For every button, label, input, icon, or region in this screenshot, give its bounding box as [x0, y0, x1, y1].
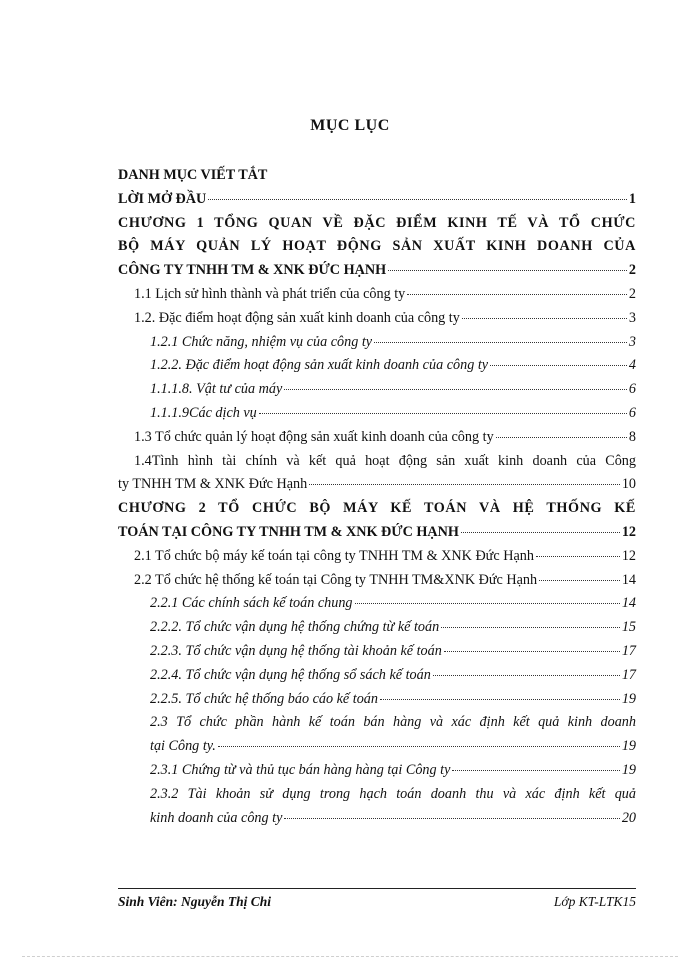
toc-entry-line — [118, 473, 636, 497]
toc-entry-line — [134, 569, 636, 593]
toc-dot-leader — [433, 675, 620, 676]
toc-entry-text: 2.2.4. Tổ chức vận dụng hệ thống sổ sách kế toán — [150, 666, 431, 683]
toc-entry-line — [150, 664, 636, 688]
toc-entry-line: 2.3 Tổ chức phần hành kế toán bán hàng và xác định kết quả kinh doanh — [150, 714, 636, 731]
toc-entry-text: 1.2.2. Đặc điểm hoạt động sản xuất kinh doanh của công ty — [150, 357, 489, 374]
toc-page-number: 17 — [621, 666, 636, 683]
toc-entry-text: 1.2.1 Chức năng, nhiệm vụ của công ty — [150, 333, 373, 350]
toc-entry-line — [150, 616, 636, 640]
page-bottom-divider — [22, 956, 678, 957]
toc-page-number: 3 — [628, 309, 636, 326]
toc-page-number: 12 — [621, 547, 636, 564]
toc-entry[interactable] — [118, 283, 636, 307]
toc-entry[interactable] — [118, 616, 636, 640]
toc-entry-text: TOÁN TẠI CÔNG TY TNHH TM & XNK ĐỨC HẠNH — [118, 523, 459, 540]
toc-entry[interactable] — [118, 592, 636, 616]
toc-entry-line — [150, 688, 636, 712]
toc-entry[interactable] — [118, 545, 636, 569]
toc-entry-line: CHƯƠNG 1 TỔNG QUAN VỀ ĐẶC ĐIỂM KINH TẾ VÀ TỔ CHỨC — [118, 214, 636, 231]
toc-dot-leader — [208, 199, 627, 200]
toc-entry-line: CHƯƠNG 2 TỔ CHỨC BỘ MÁY KẾ TOÁN VÀ HỆ THỐNG KẾ — [118, 500, 636, 517]
toc-entry[interactable] — [118, 331, 636, 355]
toc-entry-line — [118, 521, 636, 545]
toc-entry-text: 1.1.1.9Các dịch vụ — [150, 404, 257, 421]
toc-page-number: 1 — [628, 190, 636, 207]
toc-entry-line — [150, 402, 636, 426]
footer-student-name: Sinh Viên: Nguyễn Thị Chi — [118, 894, 272, 909]
toc-entry-text: kinh doanh của công ty — [150, 809, 283, 826]
toc-entry-text: 2.3.1 Chứng từ và thủ tục bán hàng hàng tại Công ty — [150, 761, 451, 778]
toc-entry-line — [118, 164, 636, 188]
toc-page-number: 6 — [628, 381, 636, 398]
toc-entry-text: LỜI MỞ ĐẦU — [118, 190, 207, 207]
toc-dot-leader — [462, 318, 627, 319]
toc-entry-line: BỘ MÁY QUẢN LÝ HOẠT ĐỘNG SẢN XUẤT KINH DOANH CỦA — [118, 238, 636, 255]
toc-entry[interactable] — [118, 450, 636, 498]
toc-entry-line — [134, 545, 636, 569]
toc-page-number: 15 — [621, 619, 636, 636]
toc-entry[interactable] — [118, 188, 636, 212]
toc-entry[interactable] — [118, 711, 636, 759]
page-footer — [118, 888, 636, 910]
toc-page-number: 8 — [628, 428, 636, 445]
toc-entry-text: CÔNG TY TNHH TM & XNK ĐỨC HẠNH — [118, 262, 387, 279]
toc-dot-leader — [490, 365, 627, 366]
toc-page-number: 14 — [621, 595, 636, 612]
toc-entry[interactable] — [118, 164, 636, 188]
toc-dot-leader — [309, 484, 620, 485]
toc-entry-text: 2.2.3. Tổ chức vận dụng hệ thống tài khoản kế toán — [150, 642, 442, 659]
toc-entry-line — [150, 640, 636, 664]
toc-page-number: 17 — [621, 642, 636, 659]
toc-entry[interactable] — [118, 688, 636, 712]
toc-page-number: 19 — [621, 690, 636, 707]
toc-dot-leader — [284, 389, 627, 390]
toc-dot-leader — [461, 532, 620, 533]
toc-dot-leader — [388, 270, 627, 271]
toc-entry-line — [118, 188, 636, 212]
toc-entry-text: 2.2 Tổ chức hệ thống kế toán tại Công ty TNHH TM&XNK Đức Hạnh — [134, 571, 538, 588]
toc-dot-leader — [380, 699, 620, 700]
toc-entry-text: 2.2.2. Tổ chức vận dụng hệ thống chứng từ kế toán — [150, 619, 440, 636]
table-of-contents — [118, 164, 636, 830]
toc-dot-leader — [441, 627, 620, 628]
toc-dot-leader — [539, 580, 620, 581]
toc-entry-text: 2.1 Tổ chức bộ máy kế toán tại công ty TNHH TM & XNK Đức Hạnh — [134, 547, 534, 564]
toc-dot-leader — [284, 818, 619, 819]
toc-entry[interactable] — [118, 212, 636, 283]
toc-entry-line — [150, 354, 636, 378]
toc-entry[interactable] — [118, 783, 636, 831]
toc-entry-text: tại Công ty. — [150, 738, 216, 755]
toc-entry-text: 1.1.1.8. Vật tư của máy — [150, 381, 283, 398]
toc-entry[interactable] — [118, 640, 636, 664]
toc-entry-line — [150, 735, 636, 759]
toc-entry-text: 1.3 Tổ chức quản lý hoạt động sản xuất kinh doanh của công ty — [134, 428, 494, 445]
page-title: MỤC LỤC — [310, 117, 390, 134]
toc-entry-text: 2.2.5. Tổ chức hệ thống báo cáo kế toán — [150, 690, 378, 707]
toc-page-number: 3 — [628, 333, 636, 350]
toc-entry[interactable] — [118, 354, 636, 378]
toc-page-number: 10 — [621, 476, 636, 493]
toc-entry-line — [150, 759, 636, 783]
toc-page-number: 14 — [621, 571, 636, 588]
footer-class: Lớp KT-LTK15 — [553, 894, 636, 909]
toc-entry-line — [134, 426, 636, 450]
toc-entry-line: 2.3.2 Tài khoản sử dụng trong hạch toán doanh thu và xác định kết quả — [150, 785, 636, 802]
toc-entry-line: 1.4Tình hình tài chính và kết quả hoạt động sản xuất kinh doanh của Công — [134, 452, 636, 469]
toc-entry-line — [150, 592, 636, 616]
toc-entry[interactable] — [118, 378, 636, 402]
toc-page-number: 19 — [621, 738, 636, 755]
toc-dot-leader — [452, 770, 619, 771]
toc-entry-line — [134, 283, 636, 307]
toc-entry[interactable] — [118, 307, 636, 331]
toc-entry[interactable] — [118, 497, 636, 545]
toc-dot-leader — [536, 556, 620, 557]
toc-page-number: 6 — [628, 404, 636, 421]
toc-entry-text: ty TNHH TM & XNK Đức Hạnh — [118, 476, 308, 493]
toc-dot-leader — [355, 603, 620, 604]
toc-entry-line — [150, 331, 636, 355]
toc-dot-leader — [374, 342, 627, 343]
toc-entry-line — [150, 807, 636, 831]
toc-page-number: 2 — [628, 285, 636, 302]
toc-entry-text: 1.1 Lịch sử hình thành và phát triển của công ty — [134, 285, 406, 302]
toc-entry[interactable] — [118, 402, 636, 426]
toc-dot-leader — [496, 437, 627, 438]
toc-entry-line — [134, 307, 636, 331]
toc-page-number: 20 — [621, 809, 636, 826]
toc-page-number: 19 — [621, 761, 636, 778]
toc-entry[interactable] — [118, 664, 636, 688]
toc-entry[interactable] — [118, 759, 636, 783]
toc-page-number: 4 — [628, 357, 636, 374]
toc-dot-leader — [407, 294, 627, 295]
toc-page-number: 2 — [628, 262, 636, 279]
toc-page-number: 12 — [621, 523, 636, 540]
toc-dot-leader — [444, 651, 620, 652]
toc-entry-text: 1.2. Đặc điểm hoạt động sản xuất kinh doanh của công ty — [134, 309, 460, 326]
toc-entry[interactable] — [118, 426, 636, 450]
toc-entry[interactable] — [118, 569, 636, 593]
toc-entry-text: DANH MỤC VIẾT TẮT — [118, 167, 268, 183]
toc-entry-line — [118, 259, 636, 283]
toc-entry-line — [150, 378, 636, 402]
toc-entry-text: 2.2.1 Các chính sách kế toán chung — [150, 595, 353, 612]
toc-dot-leader — [259, 413, 627, 414]
toc-dot-leader — [218, 746, 620, 747]
